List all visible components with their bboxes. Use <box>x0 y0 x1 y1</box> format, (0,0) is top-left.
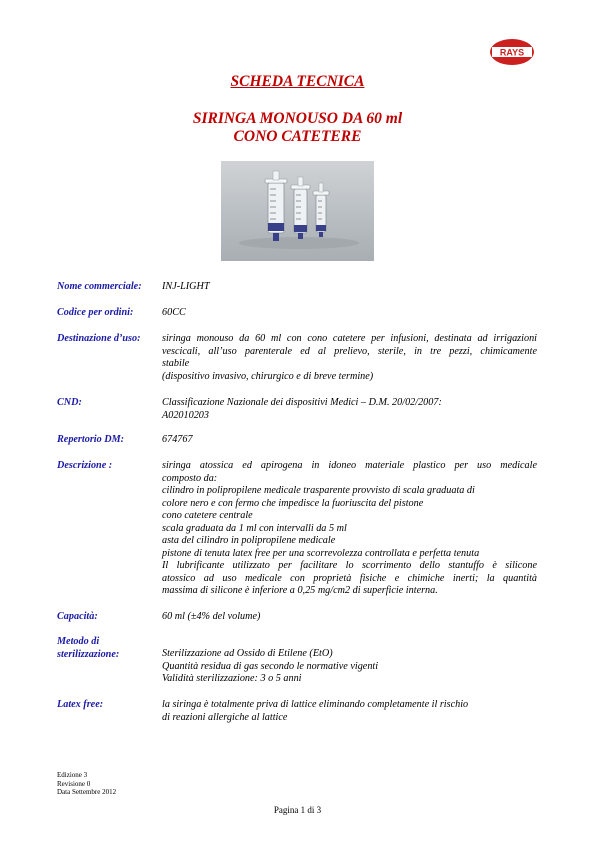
document-footer <box>57 771 116 797</box>
label-destinazione-uso: Destinazione d’uso: <box>57 333 141 344</box>
label-codice-ordini: Codice per ordini: <box>57 307 134 318</box>
destinazione-line: stabile <box>162 358 190 369</box>
latex-line: di reazioni allergiche al lattice <box>162 711 288 723</box>
destinazione-line: (dispositivo invasivo, chirurgico e di breve termine) <box>162 370 374 382</box>
value-destinazione-uso <box>162 333 537 383</box>
footer-edizione: Edizione 3 <box>57 771 88 779</box>
label-capacita: Capacità: <box>57 611 98 622</box>
descrizione-line: colore nero e con fermo che impedisce la fuoriuscita del pistone <box>162 497 424 509</box>
value-cnd <box>162 397 537 422</box>
metodo-line: Quantità residua di gas secondo le normative vigenti <box>162 660 379 672</box>
label-repertorio-dm: Repertorio DM: <box>57 434 125 445</box>
cnd-line: A02010203 <box>162 409 209 421</box>
descrizione-line: cilindro in polipropilene medicale trasparente provvisto di scala graduata di <box>162 485 475 496</box>
destinazione-line: siringa monouso da 60 ml con cono catetere per infusioni, destinata ad irrigazioni <box>162 333 537 344</box>
descrizione-line: pistone di tenuta latex free per una scorrevolezza controllata e perfetta tenuta <box>162 547 480 559</box>
metodo-line: Sterilizzazione ad Ossido di Etilene (EtO) <box>162 648 333 659</box>
label-cnd: CND: <box>57 397 82 408</box>
logo-text: RAYS <box>499 47 525 58</box>
syringes-image <box>221 161 374 261</box>
label-latex-free: Latex free: <box>57 699 104 710</box>
subtitle-line-1: SIRINGA MONOUSO DA 60 ml <box>192 110 403 127</box>
descrizione-line: scala graduata da 1 ml con intervalli da 5 ml <box>162 522 347 534</box>
value-descrizione <box>162 460 537 598</box>
label-metodo-sterilizzazione <box>57 636 119 661</box>
cnd-line: Classificazione Nazionale dei dispositivi Medici – D.M. 20/02/2007: <box>162 397 442 408</box>
value-nome-commerciale: INJ-LIGHT <box>162 281 210 292</box>
descrizione-line: massima di silicone è inferiore a 0,25 mg/cm2 di superficie interna. <box>162 585 438 596</box>
descrizione-line: siringa atossica ed apirogena in idoneo materiale plastico per uso medicale <box>162 460 537 471</box>
subtitle-line-2: CONO CATETERE <box>233 128 362 145</box>
metodo-line: Validità sterilizzazione: 3 o 5 anni <box>162 673 302 684</box>
label-metodo-line: Metodo di <box>57 636 100 647</box>
value-codice-ordini: 60CC <box>162 307 186 318</box>
latex-line: la siringa è totalmente priva di lattice eliminando completamente il rischio <box>162 699 469 710</box>
value-latex-free <box>162 699 537 724</box>
product-photo <box>221 161 374 261</box>
descrizione-line: asta del cilindro in polipropilene medicale <box>162 535 336 546</box>
document-title: SCHEDA TECNICA <box>230 73 365 90</box>
descrizione-line: cono catetere centrale <box>162 510 253 521</box>
footer-revisione: Revisione 0 <box>57 779 91 788</box>
value-metodo-sterilizzazione <box>162 648 537 686</box>
value-capacita: 60 ml (±4% del volume) <box>162 611 261 622</box>
descrizione-line: Il lubrificante utilizzato per facilitare lo scorrimento dello stantuffo è silicone <box>162 560 537 571</box>
page-number: Pagina 1 di 3 <box>273 805 322 815</box>
descrizione-line: atossico ad uso medicale con proprietà fisiche e chimiche inerti; la quantità <box>162 572 537 584</box>
footer-data: Data Settembre 2012 <box>57 788 117 796</box>
destinazione-line: vescicali, all’uso parenterale ed al prelievo, sterile, in tre pezzi, chimicamente <box>162 345 537 357</box>
document-subtitle <box>0 110 595 146</box>
label-descrizione: Descrizione : <box>57 460 113 471</box>
label-metodo-line: sterilizzazione: <box>57 648 120 660</box>
label-nome-commerciale: Nome commerciale: <box>57 281 142 292</box>
rays-logo <box>489 38 535 66</box>
value-repertorio-dm: 674767 <box>162 434 193 445</box>
descrizione-line: composto da: <box>162 472 218 484</box>
